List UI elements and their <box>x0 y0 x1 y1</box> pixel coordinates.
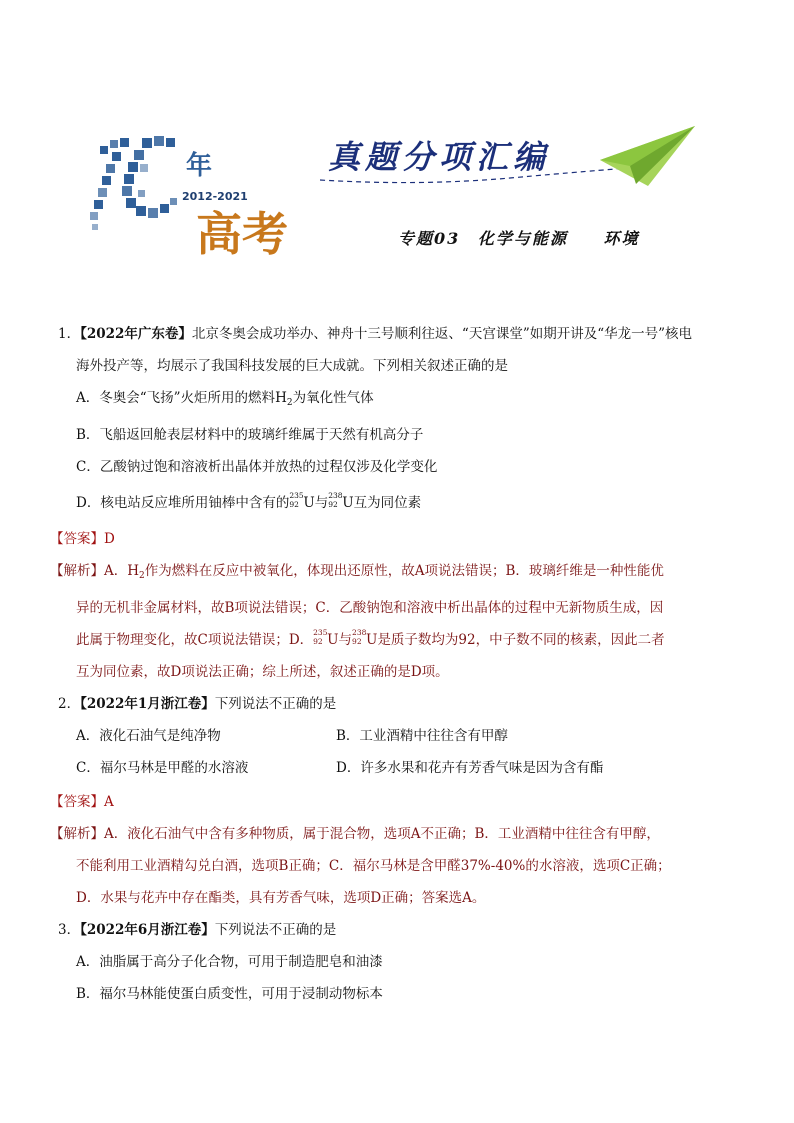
q3-number: 3． <box>58 922 81 938</box>
q1-analysis-text-1a: A．H <box>104 563 140 579</box>
q1-analysis-line-1 <box>50 555 736 592</box>
analysis-isotope-u238: 238 92 <box>352 628 367 646</box>
q1-stem-line-1 <box>58 318 736 350</box>
topic-name-1: 化学与能源 <box>477 229 568 248</box>
analysis-isotope-u235: 235 92 <box>313 628 328 646</box>
q1-answer-label: 【答案】 <box>50 531 104 547</box>
q2-analysis-line-3: D．水果与花卉中存在酯类，具有芳香气味，选项D正确；答案选A。 <box>76 890 486 906</box>
q1-analysis-text-1b: 作为燃料在反应中被氧化，体现出还原性，故A项说法错误；B．玻璃纤维是一种性能优 <box>144 563 664 579</box>
q2-answer-label: 【答案】 <box>50 794 104 810</box>
q2-option-b: B．工业酒精中往往含有甲醇 <box>336 728 508 744</box>
q1-option-d <box>76 487 736 519</box>
q2-source: 【2022年1月浙江卷】 <box>80 696 215 712</box>
q1-option-a-formula: H <box>275 390 287 406</box>
q3-stem <box>58 914 736 946</box>
q1-option-a-text-end: 为氧化性气体 <box>292 390 374 406</box>
q1-analysis-and: 与 <box>338 632 353 648</box>
question-content <box>50 318 736 1010</box>
q2-stem <box>58 688 736 720</box>
isotope-u238-symbol: U <box>342 495 354 511</box>
q1-analysis-label: 【解析】 <box>50 563 104 579</box>
q1-answer <box>50 523 736 555</box>
q1-option-c: C．乙酸钠过饱和溶液析出晶体并放热的过程仅涉及化学变化 <box>76 459 438 475</box>
q2-option-c: C．福尔马林是甲醛的水溶液 <box>76 760 249 776</box>
q1-analysis-subscript: 2 <box>139 571 145 581</box>
q3-stem-text: 下列说法不正确的是 <box>214 922 337 938</box>
topic-number: 专题03 <box>398 229 461 248</box>
q1-stem-text-1: 北京冬奥会成功举办、神舟十三号顺利往返、“天宫课堂”如期开讲及“华龙一号”核电 <box>191 326 693 342</box>
q2-answer-value: A <box>104 794 114 810</box>
banner-title: 真题分项汇编 <box>328 138 551 176</box>
q1-answer-value: D <box>104 531 115 547</box>
q1-option-a-text: A．冬奥会“飞扬”火炬所用的燃料 <box>76 390 276 406</box>
q1-analysis-text-3-end: 是质子数均为92，中子数不同的核素，因此二者 <box>377 632 665 648</box>
topic-subtitle <box>398 226 649 249</box>
q1-stem-line-2: 海外投产等，均展示了我国科技发展的巨大成就。下列相关叙述正确的是 <box>76 358 508 374</box>
isotope-u235-symbol: U <box>303 495 315 511</box>
q2-answer <box>50 786 736 818</box>
q2-options-row-1 <box>76 720 736 752</box>
q2-stem-text: 下列说法不正确的是 <box>214 696 337 712</box>
q1-analysis-line-3 <box>76 624 736 656</box>
isotope-u238: 238 92 <box>328 491 343 509</box>
q2-option-d: D．许多水果和花卉有芳香气味是因为含有酯 <box>336 760 604 776</box>
q1-option-d-and: 与 <box>314 495 329 511</box>
isotope-u235: 235 92 <box>289 491 304 509</box>
q1-analysis-line-2: 异的无机非金属材料，故B项说法错误；C．乙酸钠饱和溶液中析出晶体的过程中无新物质生成，因 <box>76 600 664 616</box>
analysis-isotope-u235-symbol: U <box>327 632 339 648</box>
q1-analysis-text-3: 此属于物理变化，故C项说法错误；D． <box>76 632 314 648</box>
q2-number: 2． <box>58 696 81 712</box>
q1-option-d-text-end: 互为同位素 <box>353 495 422 511</box>
ten-year-gaokao-logo <box>86 128 316 268</box>
q1-option-a-subscript: 2 <box>286 398 293 408</box>
logo-gaokao-text: 高考 <box>196 207 288 261</box>
q2-analysis-label: 【解析】 <box>50 826 104 842</box>
q1-analysis-line-4: 互为同位素，故D项说法正确；综上所述，叙述正确的是D项。 <box>76 664 449 680</box>
q1-option-b: B．飞船返回舱表层材料中的玻璃纤维属于天然有机高分子 <box>76 427 424 443</box>
q3-option-a: A．油脂属于高分子化合物，可用于制造肥皂和油漆 <box>76 954 383 970</box>
topic-name-2: 环境 <box>603 229 640 248</box>
q1-option-a <box>76 382 736 419</box>
page-header <box>0 0 794 290</box>
q3-option-b: B．福尔马林能使蛋白质变性，可用于浸制动物标本 <box>76 986 383 1002</box>
q2-analysis-line-2: 不能利用工业酒精勾兑白酒，选项B正确；C．福尔马林是含甲醛37%-40%的水溶液，选项C正确； <box>76 858 671 874</box>
analysis-isotope-u238-symbol: U <box>366 632 378 648</box>
q1-number: 1． <box>58 326 81 342</box>
q2-option-a: A．液化石油气是纯净物 <box>76 728 221 744</box>
logo-nian-text: 年 <box>186 151 213 181</box>
q2-analysis-text-1: A．液化石油气中含有多种物质，属于混合物，选项A不正确；B．工业酒精中往往含有甲醇， <box>104 826 660 842</box>
q2-options-row-2 <box>76 752 736 784</box>
q1-option-d-text: D．核电站反应堆所用铀棒中含有的 <box>76 495 290 511</box>
logo-years-text: 2012-2021 <box>182 190 248 203</box>
q2-analysis-line-1 <box>50 818 736 850</box>
q3-source: 【2022年6月浙江卷】 <box>80 922 215 938</box>
q1-source: 【2022年广东卷】 <box>80 326 192 342</box>
